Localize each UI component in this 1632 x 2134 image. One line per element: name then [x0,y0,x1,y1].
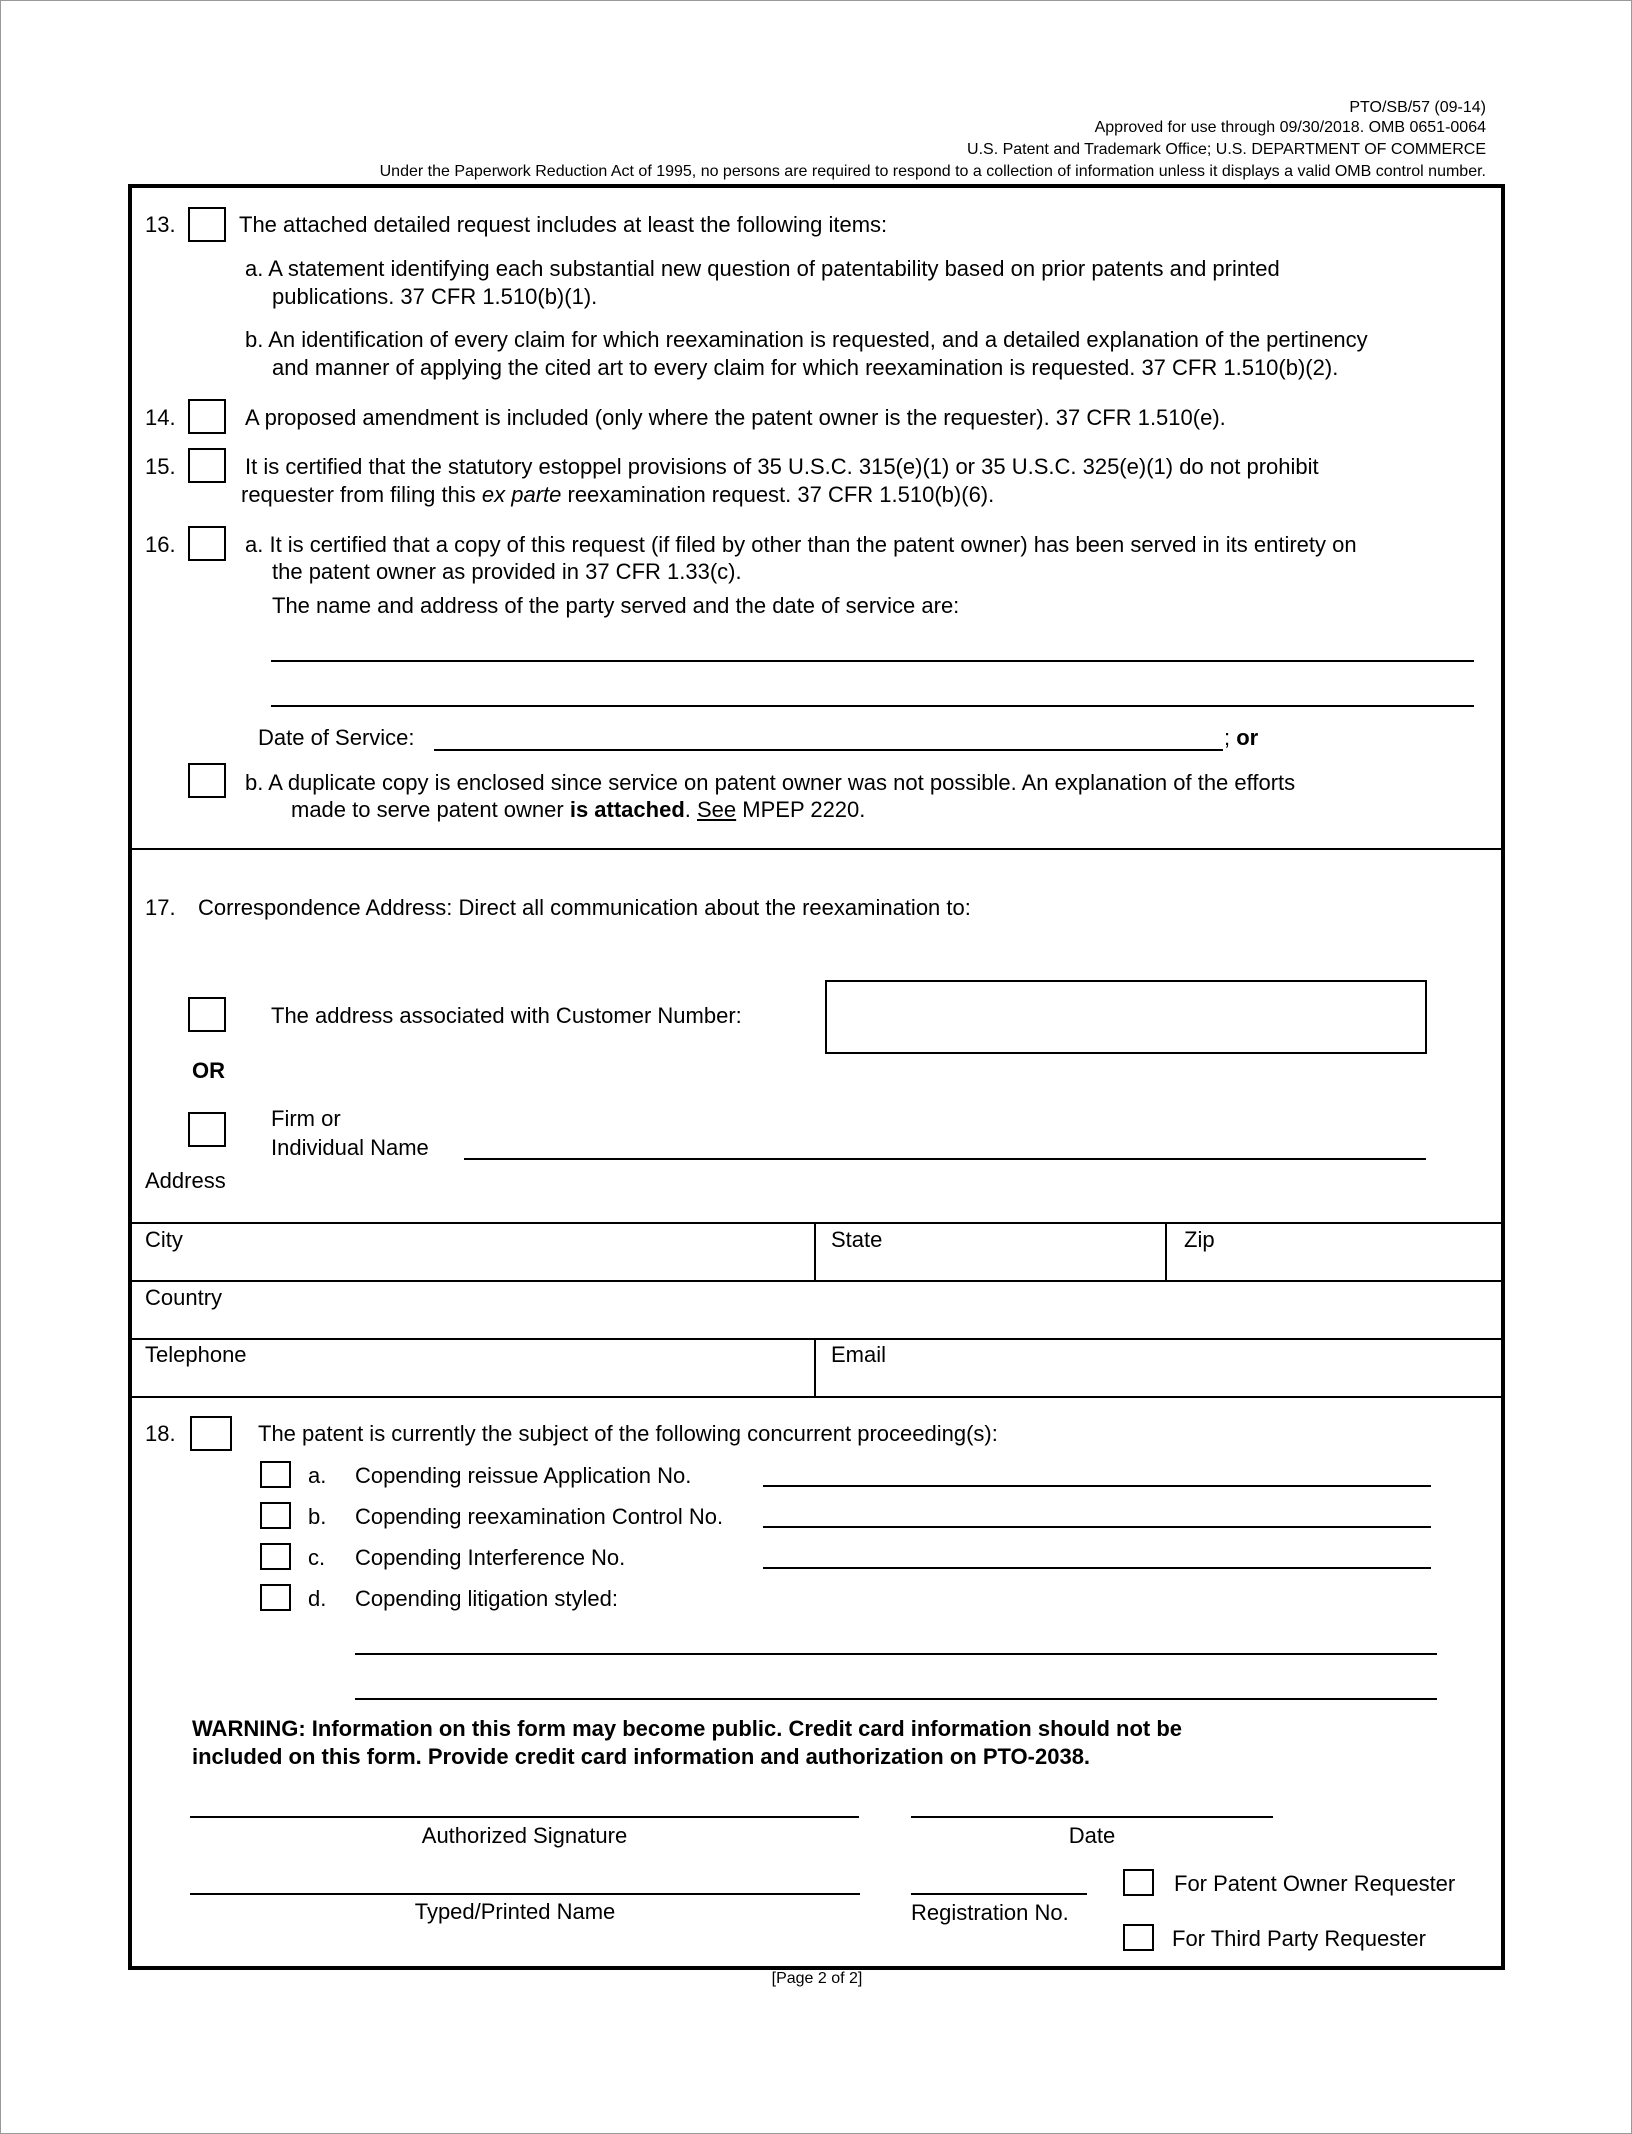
grid-line [130,1280,1502,1282]
date-of-service-label: Date of Service: [258,725,415,750]
item-13-text: The attached detailed request includes at least the following items: [239,212,888,237]
item-18-checkbox[interactable] [190,1416,232,1451]
item-18a-checkbox[interactable] [260,1461,291,1488]
item-18b-letter: b. [308,1504,327,1529]
party-served-line-2[interactable] [271,705,1474,707]
city-field[interactable]: City [145,1227,183,1252]
firm-name-line[interactable] [464,1158,1426,1160]
grid-line [814,1222,816,1280]
or-label: OR [192,1058,225,1083]
item-18d-letter: d. [308,1586,327,1611]
patent-owner-requester-checkbox[interactable] [1123,1869,1154,1896]
item-18d-label: Copending litigation styled: [355,1586,618,1611]
item-18b-checkbox[interactable] [260,1502,291,1529]
state-field[interactable]: State [831,1227,883,1252]
form-frame [128,184,1505,1970]
omb-approval: Approved for use through 09/30/2018. OMB 0651-0064 [1094,119,1486,136]
grid-line [130,1338,1502,1340]
item-16a-line2: the patent owner as provided in 37 CFR 1.33(c). [272,559,742,584]
item-18c-letter: c. [308,1545,326,1570]
item-18c-label: Copending Interference No. [355,1545,626,1570]
item-16a-line1: a. It is certified that a copy of this request (if filed by other than the patent owner) has been served in its entirety on [245,532,1357,557]
item-18a-letter: a. [308,1463,327,1488]
customer-number-checkbox[interactable] [188,997,226,1032]
item-14-number: 14. [145,405,176,430]
item-16b-checkbox[interactable] [188,763,226,798]
section-divider [130,848,1502,850]
typed-name-label: Typed/Printed Name [414,1899,616,1924]
interference-line[interactable] [763,1567,1431,1569]
item-16a-line3: The name and address of the party served and the date of service are: [272,593,960,618]
item-16b-line1: b. A duplicate copy is enclosed since service on patent owner was not possible. An explanation of the efforts [245,770,1296,795]
page-number: [Page 2 of 2] [771,1970,863,1987]
item-13b-line1: b. An identification of every claim for which reexamination is requested, and a detailed explanation of the pertinency [245,327,1368,352]
agency-name: U.S. Patent and Trademark Office; U.S. DEPARTMENT OF COMMERCE [967,141,1486,158]
item-18-text: The patent is currently the subject of the following concurrent proceeding(s): [258,1421,998,1446]
litigation-line-1[interactable] [355,1653,1437,1655]
item-13a-line1: a. A statement identifying each substantial new question of patentability based on prior patents and printed [245,256,1280,281]
reexamination-control-line[interactable] [763,1526,1431,1528]
item-18c-checkbox[interactable] [260,1543,291,1570]
item-15-line1: It is certified that the statutory estoppel provisions of 35 U.S.C. 315(e)(1) or 35 U.S.C. 325(e)(1) do not prohibit [245,454,1319,479]
registration-no-line[interactable] [911,1893,1087,1895]
pra-notice: Under the Paperwork Reduction Act of 1995, no persons are required to respond to a collection of information unless it displays a valid OMB control number. [379,163,1486,180]
date-of-service-line[interactable] [434,749,1223,751]
litigation-line-2[interactable] [355,1698,1437,1700]
telephone-field[interactable]: Telephone [145,1342,247,1367]
firm-label-line2: Individual Name [271,1135,429,1160]
item-14-checkbox[interactable] [188,399,226,434]
item-18-number: 18. [145,1421,176,1446]
item-15-number: 15. [145,454,176,479]
third-party-requester-label: For Third Party Requester [1172,1926,1426,1951]
authorized-signature-label: Authorized Signature [421,1823,628,1848]
item-13-number: 13. [145,212,176,237]
party-served-line-1[interactable] [271,660,1474,662]
third-party-requester-checkbox[interactable] [1123,1924,1154,1951]
item-18a-label: Copending reissue Application No. [355,1463,692,1488]
grid-line [130,1396,1502,1398]
item-13-checkbox[interactable] [188,207,226,242]
zip-field[interactable]: Zip [1184,1227,1215,1252]
item-14-text: A proposed amendment is included (only where the patent owner is the requester). 37 CFR 1.510(e). [245,405,1226,430]
patent-owner-requester-label: For Patent Owner Requester [1174,1871,1456,1896]
item-15-line2: requester from filing this ex parte reexamination request. 37 CFR 1.510(b)(6). [241,482,995,507]
item-16-number: 16. [145,532,176,557]
customer-number-input[interactable] [825,980,1427,1054]
item-18d-checkbox[interactable] [260,1584,291,1611]
typed-name-line[interactable] [190,1893,860,1895]
warning-line2: included on this form. Provide credit card information and authorization on PTO-2038. [192,1744,1091,1769]
item-13b-line2: and manner of applying the cited art to every claim for which reexamination is requested. 37 CFR 1.510(b)(2). [272,355,1339,380]
signature-line[interactable] [190,1816,859,1818]
warning-line1: WARNING: Information on this form may become public. Credit card information should not be [192,1716,1183,1741]
registration-no-label: Registration No. [911,1900,1069,1925]
item-15-checkbox[interactable] [188,448,226,483]
country-field[interactable]: Country [145,1285,223,1310]
reissue-application-line[interactable] [763,1485,1431,1487]
address-label: Address [145,1168,226,1193]
item-18b-label: Copending reexamination Control No. [355,1504,724,1529]
email-field[interactable]: Email [831,1342,887,1367]
grid-line [1165,1222,1167,1280]
date-line[interactable] [911,1816,1273,1818]
grid-line [130,1222,1502,1224]
customer-number-label: The address associated with Customer Number: [271,1003,742,1028]
item-17-number: 17. [145,895,176,920]
firm-label-line1: Firm or [271,1106,341,1131]
form-id: PTO/SB/57 (09-14) [1349,99,1486,116]
grid-line [814,1338,816,1396]
date-label: Date [1068,1823,1116,1848]
item-13a-line2: publications. 37 CFR 1.510(b)(1). [272,284,598,309]
firm-name-checkbox[interactable] [188,1112,226,1147]
item-16b-line2: made to serve patent owner is attached. See MPEP 2220. [291,797,866,822]
date-of-service-or: ; or [1224,725,1259,750]
item-16a-checkbox[interactable] [188,526,226,561]
item-17-text: Correspondence Address: Direct all communication about the reexamination to: [198,895,971,920]
